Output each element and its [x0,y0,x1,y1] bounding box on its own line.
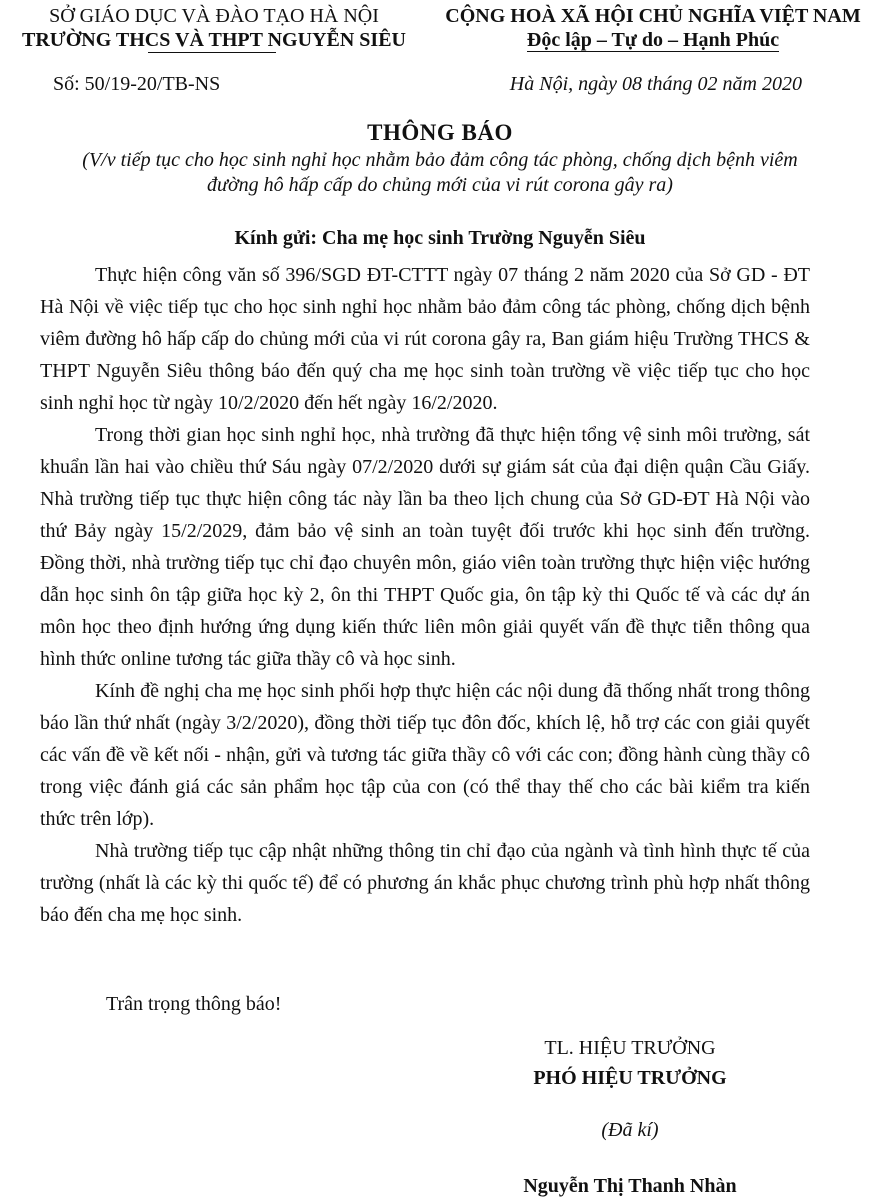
document-title: THÔNG BÁO [367,120,513,145]
document-number: Số: 50/19-20/TB-NS [53,73,221,95]
place-and-date: Hà Nội, ngày 08 tháng 02 năm 2020 [509,73,802,95]
document-subject: (V/v tiếp tục cho học sinh nghỉ học nhằm bảo đảm công tác phòng, chống dịch bệnh viêm đường hô hấp cấp do chủng mới của vi rút corona gây ra) [82,149,798,196]
document-body [40,259,810,931]
issuing-organization [4,4,424,52]
body-paragraph: Kính đề nghị cha mẹ học sinh phối hợp thực hiện các nội dung đã thống nhất trong thông báo lần thứ nhất (ngày 3/2/2020), đồng thời tiếp tục đôn đốc, khích lệ, hỗ trợ các con giải quyết các vấn đề về kết nối - nhận, gửi và tương tác giữa thầy cô với các con; đồng hành cùng thầy cô trong việc đánh giá các sản phẩm học tập của con (có thể thay thế cho các bài kiểm tra kiến thức trên lớp). [40,680,810,830]
signed-note: (Đã kí) [601,1119,659,1141]
body-paragraph: Trong thời gian học sinh nghỉ học, nhà trường đã thực hiện tổng vệ sinh môi trường, sát khuẩn lần hai vào chiều thứ Sáu ngày 07/2/2020 dưới sự giám sát của đại diện quận Cầu Giấy. Nhà trường tiếp tục thực hiện công tác này lần ba theo lịch chung của Sở GD-ĐT Hà Nội vào thứ Bảy ngày 15/2/2029, đảm bảo vệ sinh an toàn tuyệt đối trước khi học sinh đến trường. Đồng thời, nhà trường tiếp tục chỉ đạo chuyên môn, giáo viên toàn trường thực hiện việc hướng dẫn học sinh ôn tập giữa học kỳ 2, ôn thi THPT Quốc gia, ôn tập kỳ thi Quốc tế và các dự án môn học theo định hướng ứng dụng kiến thức liên môn giải quyết vấn đề thực tiễn thông qua hình thức online tương tác giữa thầy cô và học sinh. [40,424,810,670]
department-name: SỞ GIÁO DỤC VÀ ĐÀO TẠO HÀ NỘI [49,5,379,27]
signature-block [510,1033,750,1093]
national-motto: Độc lập – Tự do – Hạnh Phúc [526,29,780,51]
signer-name: Nguyễn Thị Thanh Nhàn [523,1175,737,1197]
nation-name: CỘNG HOÀ XÃ HỘI CHỦ NGHĨA VIỆT NAM [445,5,861,27]
school-name: TRƯỜNG THCS VÀ THPT NGUYỄN SIÊU [22,29,406,51]
recipient-greeting: Kính gửi: Cha mẹ học sinh Trường Nguyễn Siêu [234,227,646,249]
body-paragraph: Nhà trường tiếp tục cập nhật những thông tin chỉ đạo của ngành và tình hình thực tế của trường (nhất là các kỳ thi quốc tế) để có phương án khắc phục chương trình phù hợp nhất thông báo đến cha mẹ học sinh. [40,840,810,926]
signer-role: PHÓ HIỆU TRƯỞNG [533,1067,727,1089]
school-name-underline [148,52,276,53]
closing-line: Trân trọng thông báo! [106,993,282,1015]
national-header [430,4,876,52]
body-paragraph: Thực hiện công văn số 396/SGD ĐT-CTTT ngày 07 tháng 2 năm 2020 của Sở GD - ĐT Hà Nội về việc tiếp tục cho học sinh nghỉ học nhằm bảo đảm công tác phòng, chống dịch bệnh viêm đường hô hấp cấp do chủng mới của vi rút corona gây ra, Ban giám hiệu Trường THCS & THPT Nguyễn Siêu thông báo đến quý cha mẹ học sinh toàn trường về việc tiếp tục cho học sinh nghỉ học từ ngày 10/2/2020 đến hết ngày 16/2/2020. [40,264,810,414]
on-behalf-label: TL. HIỆU TRƯỞNG [544,1037,716,1059]
